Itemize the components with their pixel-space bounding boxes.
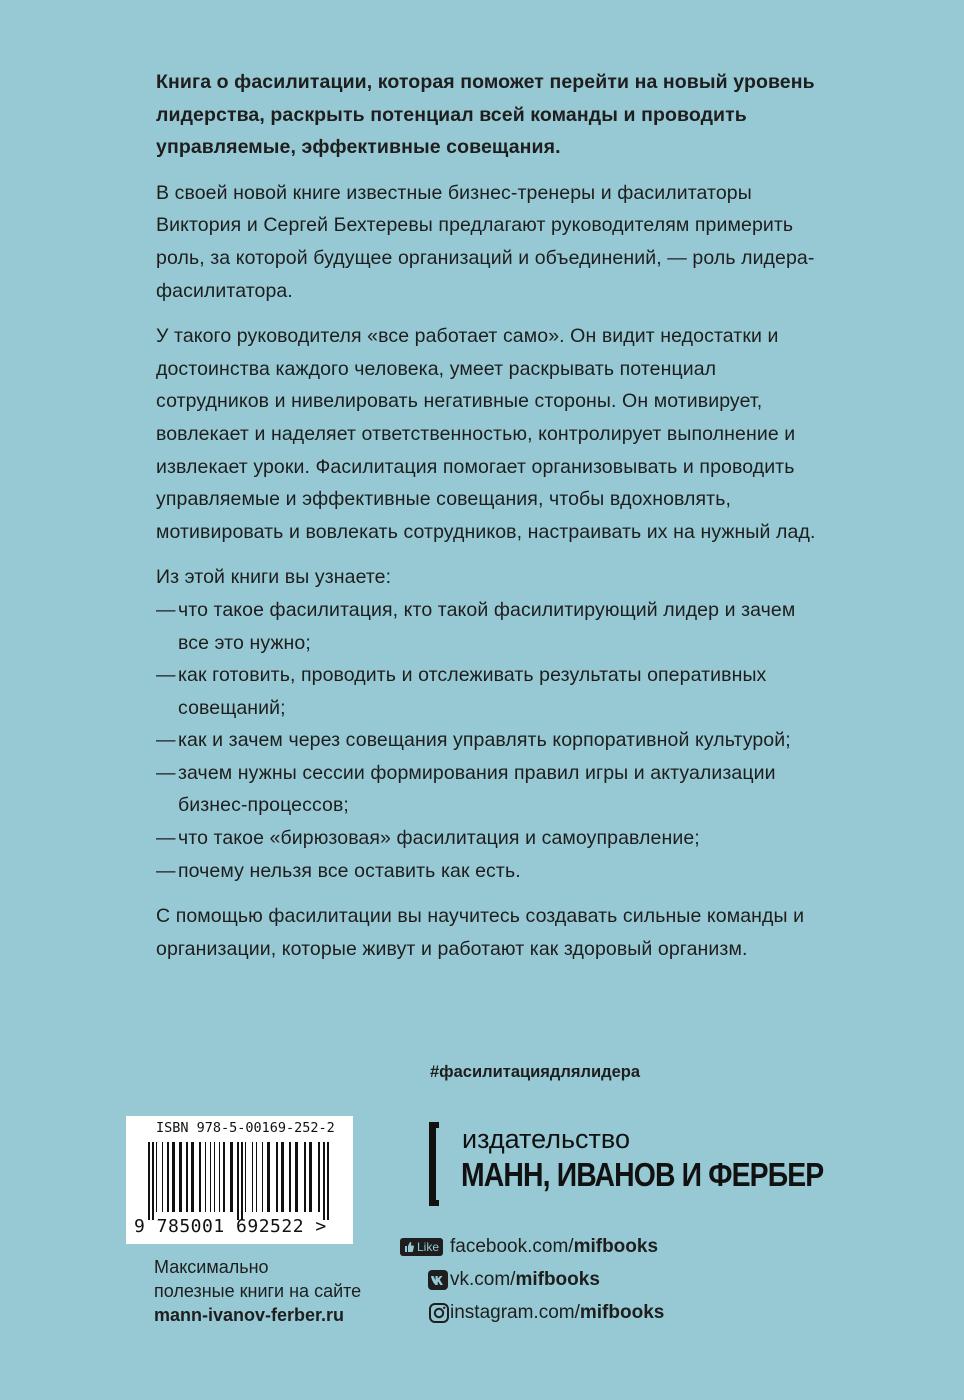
social-link-handle: mifbooks — [573, 1236, 659, 1257]
isbn-label: ISBN 978-5-00169-252-2 — [156, 1120, 335, 1136]
dash-bullet: — — [156, 598, 176, 621]
dash-bullet: — — [156, 729, 176, 752]
paragraph-leader: У такого руководителя «все работает само». Он видит недостатки и достоинства каждого человека, умеет раскрывать потенциал сотрудников и нивелировать негативные стороны. Он мотивирует, вовлекает и наделяет ответственностью, контролирует выполнение и извлекает уроки. Фасилитация помогает организовывать и проводить управляемые и эффективные совещания, чтобы вдохновлять, мотивировать и вовлекать сотрудников, настраивать их на нужный лад. — [156, 325, 816, 543]
social-link-prefix: instagram.com/ — [450, 1302, 580, 1323]
list-intro: Из этой книги вы узнаете: — [156, 566, 392, 589]
list-item — [156, 757, 816, 822]
social-link-handle: mifbooks — [579, 1302, 665, 1323]
social-facebook[interactable] — [400, 1236, 658, 1258]
list-item-text: как и зачем через совещания управлять корпоративной культурой; — [178, 729, 791, 752]
lead-paragraph: Книга о фасилитации, которая поможет перейти на новый уровень лидерства, раскрыть потенциал всей команды и проводить управляемые, эффективные совещания. — [156, 71, 815, 159]
vk-icon — [428, 1270, 448, 1290]
dash-bullet: — — [156, 827, 176, 850]
dash-bullet: — — [156, 761, 176, 784]
facebook-like-icon — [400, 1238, 443, 1256]
website-link[interactable]: mann-ivanov-ferber.ru — [154, 1305, 345, 1325]
website-note-line2: полезные книги на сайте — [154, 1281, 362, 1301]
website-note — [154, 1255, 361, 1327]
list-item-text: что такое фасилитация, кто такой фасилитирующий лидер и зачем все это нужно; — [178, 598, 796, 654]
hashtag: #фасилитациядлялидера — [430, 1063, 641, 1081]
publisher-label: издательство — [462, 1124, 630, 1154]
list-item — [156, 822, 816, 855]
dash-bullet: — — [156, 859, 176, 882]
list-item-text: как готовить, проводить и отслеживать результаты оперативных совещаний; — [178, 664, 767, 719]
website-note-line1: Максимально — [154, 1257, 269, 1277]
instagram-icon — [400, 1302, 450, 1324]
list-item-text: что такое «бирюзовая» фасилитация и самоуправление; — [178, 827, 700, 850]
list-item — [156, 594, 816, 659]
publisher-name: МАНН, ИВАНОВ И ФЕРБЕР — [461, 1156, 824, 1193]
barcode-digits: 9 785001 692522 > — [134, 1216, 327, 1237]
back-cover-text — [156, 66, 816, 965]
closing-paragraph: С помощью фасилитации вы научитесь создавать сильные команды и организации, которые живут и работают как здоровый организм. — [156, 905, 805, 960]
like-badge-label: Like — [417, 1240, 440, 1254]
paragraph-authors: В своей новой книге известные бизнес-тренеры и фасилитаторы Виктория и Сергей Бехтеревы предлагают руководителям примерить роль, за которой будущее организаций и объединений, — роль лидера-фасилитатора. — [156, 181, 815, 302]
list-item — [156, 855, 816, 888]
social-instagram[interactable] — [400, 1302, 664, 1324]
list-item-text: зачем нужны сессии формирования правил игры и актуализации бизнес-процессов; — [178, 761, 776, 817]
list-item — [156, 659, 816, 724]
social-link-prefix: vk.com/ — [450, 1269, 516, 1290]
dash-bullet: — — [156, 664, 176, 687]
barcode-bars — [148, 1142, 338, 1222]
social-vk[interactable] — [400, 1269, 600, 1291]
list-item-text: почему нельзя все оставить как есть. — [178, 859, 521, 882]
social-link-handle: mifbooks — [515, 1269, 600, 1290]
social-link-prefix: facebook.com/ — [450, 1236, 574, 1257]
list-item — [156, 724, 816, 757]
publisher-bracket-icon — [429, 1122, 439, 1206]
isbn-barcode — [126, 1116, 353, 1244]
